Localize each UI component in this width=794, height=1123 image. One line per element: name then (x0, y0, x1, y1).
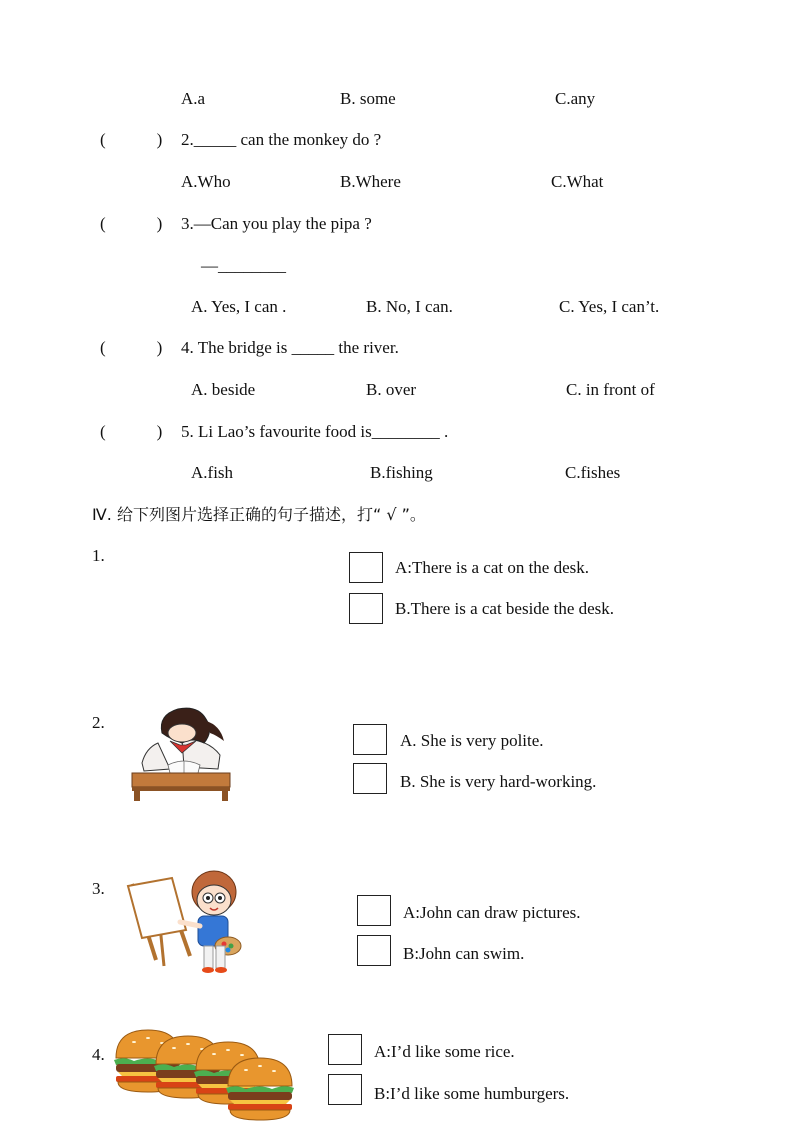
q2-option-b: B.Where (340, 172, 401, 191)
q4-question: 4. The bridge is _____ the river. (181, 338, 399, 357)
q2-question: 2._____ can the monkey do ? (181, 130, 382, 149)
picture-1-number: 1. (92, 546, 105, 565)
picture-3-checkbox-b[interactable] (357, 935, 391, 966)
q3-option-b: B. No, I can. (366, 297, 453, 316)
q4-option-b: B. over (366, 380, 417, 399)
picture-2-option-b: B. She is very hard-working. (400, 772, 597, 791)
q3-answer-blank[interactable]: ( ) (100, 214, 163, 233)
picture-2-number: 2. (92, 713, 105, 732)
q5-answer-blank[interactable]: ( ) (100, 422, 163, 441)
q1-option-c: C.any (555, 89, 596, 108)
picture-1-option-b: B.There is a cat beside the desk. (395, 599, 615, 618)
picture-4-option-a: A:I’d like some rice. (374, 1042, 515, 1061)
q5-option-a: A.fish (191, 463, 234, 482)
q2-answer-blank[interactable]: ( ) (100, 130, 163, 149)
picture-1-checkbox-b[interactable] (349, 593, 383, 624)
picture-4-checkbox-a[interactable] (328, 1034, 362, 1065)
picture-4-option-b: B:I’d like some humburgers. (374, 1084, 570, 1103)
q4-option-c: C. in front of (566, 380, 655, 399)
girl-reading-illustration (124, 703, 236, 803)
q2-option-a: A.Who (181, 172, 231, 191)
q3-option-c: C. Yes, I can’t. (559, 297, 660, 316)
picture-4-number: 4. (92, 1045, 105, 1064)
q3-option-a: A. Yes, I can . (191, 297, 287, 316)
picture-3-option-a: A:John can draw pictures. (403, 903, 581, 922)
hamburgers-illustration (112, 1024, 298, 1122)
boy-painting-illustration (124, 866, 242, 978)
picture-3-number: 3. (92, 879, 105, 898)
q1-option-b: B. some (340, 89, 396, 108)
q2-option-c: C.What (551, 172, 604, 191)
picture-2-checkbox-b[interactable] (353, 763, 387, 794)
picture-3-checkbox-a[interactable] (357, 895, 391, 926)
q4-option-a: A. beside (191, 380, 256, 399)
q5-question: 5. Li Lao’s favourite food is________ . (181, 422, 449, 441)
q3-question: 3.—Can you play the pipa ? (181, 214, 372, 233)
picture-1-checkbox-a[interactable] (349, 552, 383, 583)
section-4-heading: Ⅳ. 给下列图片选择正确的句子描述，打“ √ ”。 (92, 505, 426, 524)
picture-3-option-b: B:John can swim. (403, 944, 525, 963)
picture-4-checkbox-b[interactable] (328, 1074, 362, 1105)
picture-2-checkbox-a[interactable] (353, 724, 387, 755)
picture-1-option-a: A:There is a cat on the desk. (395, 558, 590, 577)
q1-option-a: A.a (181, 89, 206, 108)
q5-option-c: C.fishes (565, 463, 621, 482)
q4-answer-blank[interactable]: ( ) (100, 338, 163, 357)
picture-2-option-a: A. She is very polite. (400, 731, 544, 750)
q3-answer-line: —________ (201, 256, 286, 275)
q5-option-b: B.fishing (370, 463, 433, 482)
